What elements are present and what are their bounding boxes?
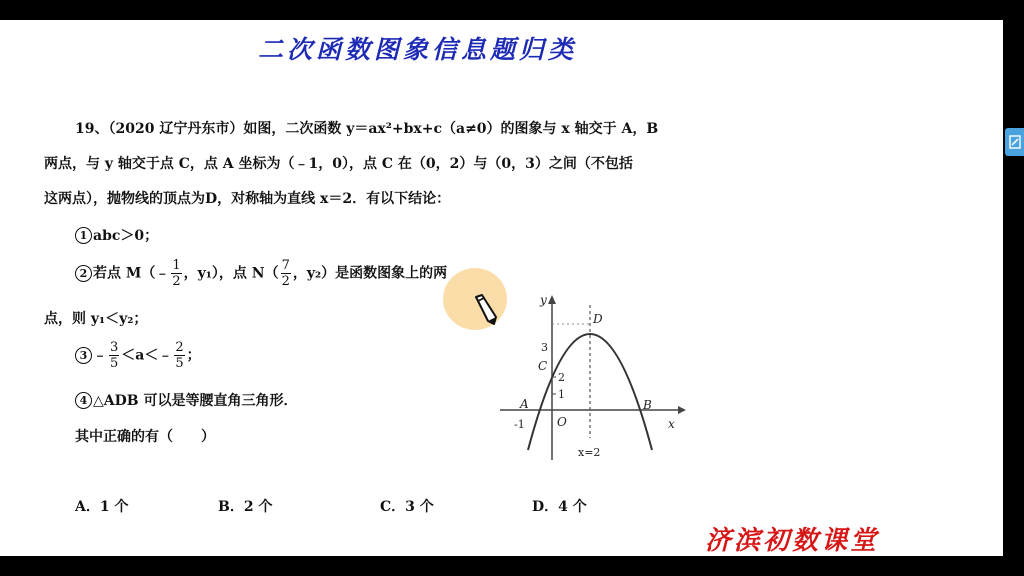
tick-label-1: 1 [558,388,565,401]
page-title: 二次函数图象信息题归类 [257,35,577,64]
tick-label-3: 3 [541,341,548,354]
statement-3 [75,340,201,371]
question-ask: 其中正确的有（ ） [75,429,215,445]
question-line-3: 这两点），抛物线的顶点为D，对称轴为直线 x＝2．有以下结论： [44,191,451,207]
label-y: y [540,293,547,307]
question-line-1: 19、（2020 辽宁丹东市）如图，二次函数 y＝ax²+bx+c（a≠0）的图象与 x 轴交于 A，B [75,121,659,137]
statement-number: 2 [75,265,92,282]
option-c[interactable]: C．3 个 [380,499,434,515]
parabola-graph [500,290,690,465]
option-b[interactable]: B．2 个 [218,499,273,515]
fraction [174,340,184,371]
label-B: B [643,398,652,412]
statement-number: 3 [75,347,92,364]
fraction-denominator: 2 [281,274,290,289]
label-C: C [538,359,548,373]
option-a[interactable]: A．1 个 [75,499,129,515]
option-d[interactable]: D．4 个 [532,499,587,515]
label-D: D [593,312,603,326]
fraction-numerator: 2 [175,340,184,355]
x-axis-arrow [678,406,686,414]
fraction-numerator: 3 [110,340,119,355]
question-line-2: 两点，与 y 轴交于点 C，点 A 坐标为（﹣1，0），点 C 在（0，2）与（0，3）之间（不包括 [44,156,633,172]
fraction-denominator: 5 [110,356,119,371]
statement-2-continuation: 点，则 y₁＜y₂； [44,311,148,327]
label-O: O [557,415,567,429]
fraction-numerator: 1 [172,258,181,273]
statement-text: ，y₂）是函数图象上的两 [292,265,448,282]
fraction [109,340,119,371]
statement-4 [75,390,297,410]
statement-text: abc＞0； [93,228,159,244]
tick-label-minus-1: -1 [514,418,525,431]
statement-text: 若点 M（﹣ [93,265,170,282]
statement-text: ﹣ [93,347,107,364]
statement-text: ，y₁），点 N（ [183,265,279,282]
sidebar-tool-tab[interactable] [1005,128,1024,156]
statement-number: 1 [75,227,92,244]
statement-text: ； [186,347,201,364]
label-A: A [520,397,529,411]
pencil-cursor-icon [472,293,500,327]
fraction-numerator: 7 [281,258,290,273]
fraction [171,258,181,289]
statement-2 [75,258,447,289]
fraction [281,258,291,289]
statement-number: 4 [75,392,92,409]
tick-label-2: 2 [558,371,565,384]
label-x: x [668,417,675,431]
statement-text: △ADB 可以是等腰直角三角形． [93,393,298,409]
channel-watermark: 济滨初数课堂 [705,526,880,556]
y-axis-arrow [548,295,556,304]
symmetry-axis-label: x=2 [578,446,601,459]
statement-text: ＜a＜﹣ [121,347,173,364]
fraction-denominator: 5 [175,356,184,371]
pencil-ruler-icon [1008,134,1022,150]
statement-1 [75,225,158,245]
fraction-denominator: 2 [172,274,181,289]
